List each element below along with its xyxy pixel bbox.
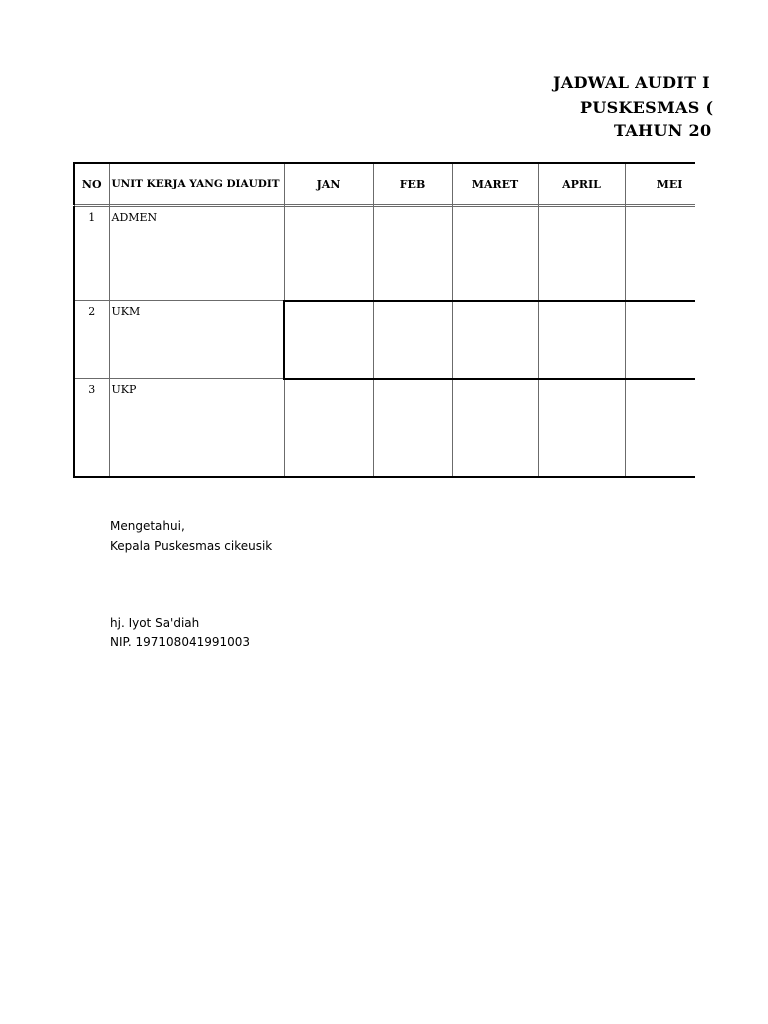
schedule-cell[interactable]	[452, 301, 538, 379]
schedule-cell[interactable]	[452, 207, 538, 301]
schedule-cell[interactable]	[373, 379, 452, 477]
header-no: NO	[74, 163, 109, 205]
schedule-cell[interactable]	[373, 301, 452, 379]
title-line-3: TAHUN 20	[614, 121, 712, 140]
signer-nip: NIP. 197108041991003	[110, 635, 251, 649]
table-row	[74, 207, 695, 301]
title-line-2: PUSKESMAS (	[580, 98, 714, 117]
signer-name: hj. Iyot Sa'diah	[110, 616, 200, 630]
header-month-april: APRIL	[538, 163, 625, 205]
header-row	[74, 163, 695, 205]
schedule-cell[interactable]	[625, 379, 695, 477]
header-month-mei: MEI	[625, 163, 695, 205]
schedule-cell[interactable]	[538, 379, 625, 477]
header-month-maret: MARET	[452, 163, 538, 205]
header-month-jan: JAN	[284, 163, 373, 205]
table-row	[74, 379, 695, 477]
title-line-1: JADWAL AUDIT I	[553, 73, 710, 92]
acknowledged-label: Mengetahui,	[110, 519, 185, 533]
schedule-cell[interactable]	[284, 207, 373, 301]
schedule-cell[interactable]	[538, 301, 625, 379]
row-unit: UKM	[109, 301, 284, 379]
schedule-cell[interactable]	[284, 301, 373, 379]
schedule-cell[interactable]	[452, 379, 538, 477]
row-no: 1	[74, 207, 109, 301]
audit-schedule-sheet	[73, 162, 695, 478]
schedule-cell[interactable]	[373, 207, 452, 301]
row-no: 2	[74, 301, 109, 379]
schedule-cell[interactable]	[284, 379, 373, 477]
header-unit: UNIT KERJA YANG DIAUDIT	[109, 163, 284, 205]
audit-schedule-table	[73, 162, 695, 478]
schedule-cell[interactable]	[625, 207, 695, 301]
schedule-cell[interactable]	[625, 301, 695, 379]
schedule-cell[interactable]	[538, 207, 625, 301]
table-row	[74, 301, 695, 379]
row-no: 3	[74, 379, 109, 477]
row-unit: UKP	[109, 379, 284, 477]
signer-position: Kepala Puskesmas cikeusik	[110, 539, 273, 553]
header-month-feb: FEB	[373, 163, 452, 205]
row-unit: ADMEN	[109, 207, 284, 301]
